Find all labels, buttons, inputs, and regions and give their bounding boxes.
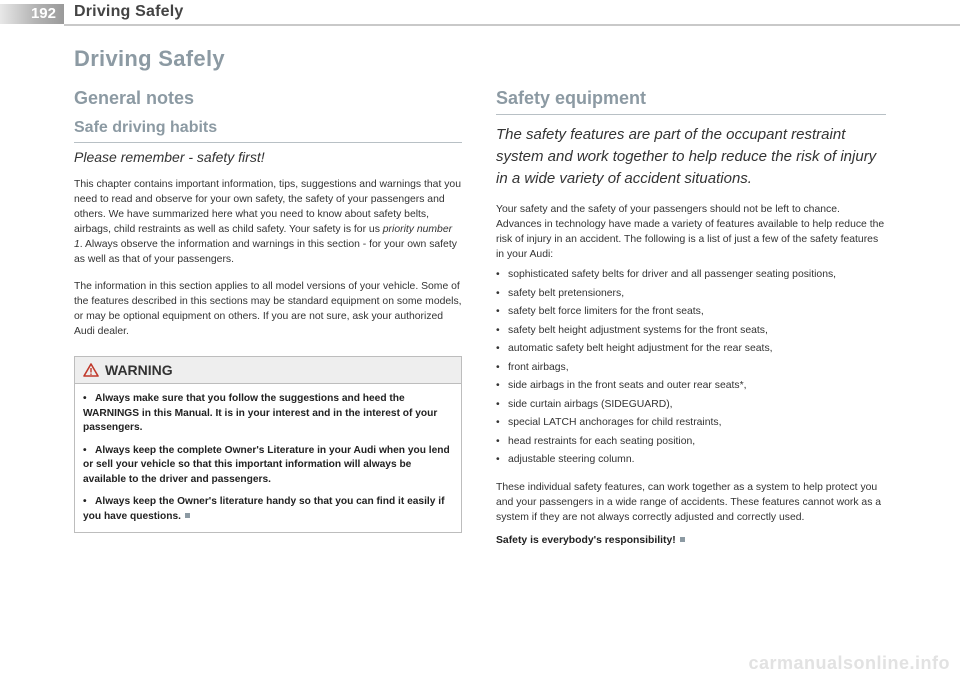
bullet: • <box>83 496 87 507</box>
paragraph-model-versions: The information in this section applies to all model versions of your vehicle. Some of the features described in this sections may be standard equipment on some models, or may be optional equipment on others. If you are not sure, ask your authorized Audi dealer. <box>74 281 462 337</box>
list-item <box>496 435 886 450</box>
bullet: • <box>496 454 500 465</box>
list-item <box>496 453 886 468</box>
list-item-text: side curtain airbags (SIDEGUARD), <box>508 398 673 410</box>
list-item <box>496 416 886 431</box>
bullet: • <box>83 444 87 456</box>
paragraph-chapter-info-b: . Always observe the information and warnings in this section - for your own safety as well as that of your passengers. <box>74 239 457 265</box>
end-of-section-mark <box>185 513 190 518</box>
chapter-title: Driving Safely <box>74 46 225 71</box>
section-title-general-notes: General notes <box>74 88 195 108</box>
closing-statement-text: Safety is everybody's responsibility! <box>496 534 676 546</box>
bullet: • <box>496 343 500 354</box>
bullet: • <box>496 361 500 373</box>
subsection-title-safe-driving: Safe driving habits <box>74 119 462 143</box>
section-title-safety-equipment: Safety equipment <box>496 88 886 115</box>
bullet: • <box>496 287 500 299</box>
header-rule <box>64 24 960 26</box>
list-item-text: safety belt pretensioners, <box>508 287 625 299</box>
priority-emphasis: priority number 1 <box>74 224 453 250</box>
warning-header <box>75 357 461 384</box>
bullet: • <box>83 393 87 404</box>
warning-box <box>74 356 462 533</box>
bullet: • <box>496 324 500 336</box>
page-number: 192 <box>0 4 64 24</box>
warning-item <box>83 392 453 436</box>
warning-item <box>83 444 453 488</box>
list-item-text: sophisticated safety belts for driver and all passenger seating positions, <box>508 269 837 280</box>
intro-safe-driving: Please remember - safety first! <box>74 149 265 165</box>
list-item <box>496 398 886 413</box>
list-item <box>496 305 886 320</box>
warning-item-text: Always keep the Owner's literature handy so that you can find it easily if you have questions. <box>83 496 445 522</box>
list-item-text: front airbags, <box>508 361 569 373</box>
list-item <box>496 268 886 283</box>
list-item-text: head restraints for each seating position, <box>508 435 696 447</box>
warning-item-text: Always keep the complete Owner's Literature in your Audi when you lend or sell your vehicle so that this important information will always be available to the driver and passengers. <box>83 444 450 485</box>
right-column <box>496 46 886 546</box>
bullet: • <box>496 435 500 447</box>
warning-triangle-icon <box>83 363 99 377</box>
list-item <box>496 342 886 357</box>
paragraph-safety-advances: Your safety and the safety of your passengers should not be left to chance. Advances in technology have made a variety of features available to help reduce the risk of injury in an accident. The following is a list of just a few of the safety features in your Audi: <box>496 204 885 260</box>
page-header <box>0 0 960 28</box>
list-item-text: safety belt height adjustment systems for the front seats, <box>508 324 768 336</box>
warning-item <box>83 495 453 524</box>
bullet: • <box>496 398 500 410</box>
list-item <box>496 324 886 339</box>
paragraph-chapter-info <box>74 177 462 267</box>
list-item <box>496 379 886 394</box>
warning-title: WARNING <box>105 362 173 378</box>
list-item <box>496 361 886 376</box>
left-column <box>74 46 462 533</box>
safety-features-list <box>496 268 886 468</box>
warning-item-text: Always make sure that you follow the suggestions and heed the WARNINGS in this Manual. It is in your interest and in the interest of your passengers. <box>83 393 438 433</box>
list-item-text: safety belt force limiters for the front seats, <box>508 306 704 317</box>
intro-safety-equipment: The safety features are part of the occupant restraint system and work together to help reduce the risk of injury in a wide variety of accident situations. <box>496 126 877 187</box>
end-of-section-mark <box>680 537 685 542</box>
closing-statement <box>496 535 886 546</box>
list-item-text: side airbags in the front seats and outer rear seats*, <box>508 380 747 391</box>
list-item-text: adjustable steering column. <box>508 454 635 465</box>
running-title: Driving Safely <box>74 3 184 20</box>
bullet: • <box>496 269 500 280</box>
bullet: • <box>496 417 500 428</box>
bullet: • <box>496 380 500 391</box>
list-item <box>496 287 886 302</box>
bullet: • <box>496 306 500 317</box>
watermark: carmanualsonline.info <box>748 653 950 673</box>
paragraph-system: These individual safety features, can work together as a system to help protect you and your passengers in a wide range of accidents. These features cannot work as a system if they are not always correctly adjusted and correctly used. <box>496 481 882 523</box>
paragraph-chapter-info-a: This chapter contains important information, tips, suggestions and warnings that you need to read and observe for your own safety, the safety of your passengers and others. We have summarized here what you need to know about safety belts, airbags, child restraints as well as child safety. Your safety is for us <box>74 179 461 235</box>
list-item-text: special LATCH anchorages for child restraints, <box>508 417 722 428</box>
list-item-text: automatic safety belt height adjustment for the rear seats, <box>508 343 773 354</box>
